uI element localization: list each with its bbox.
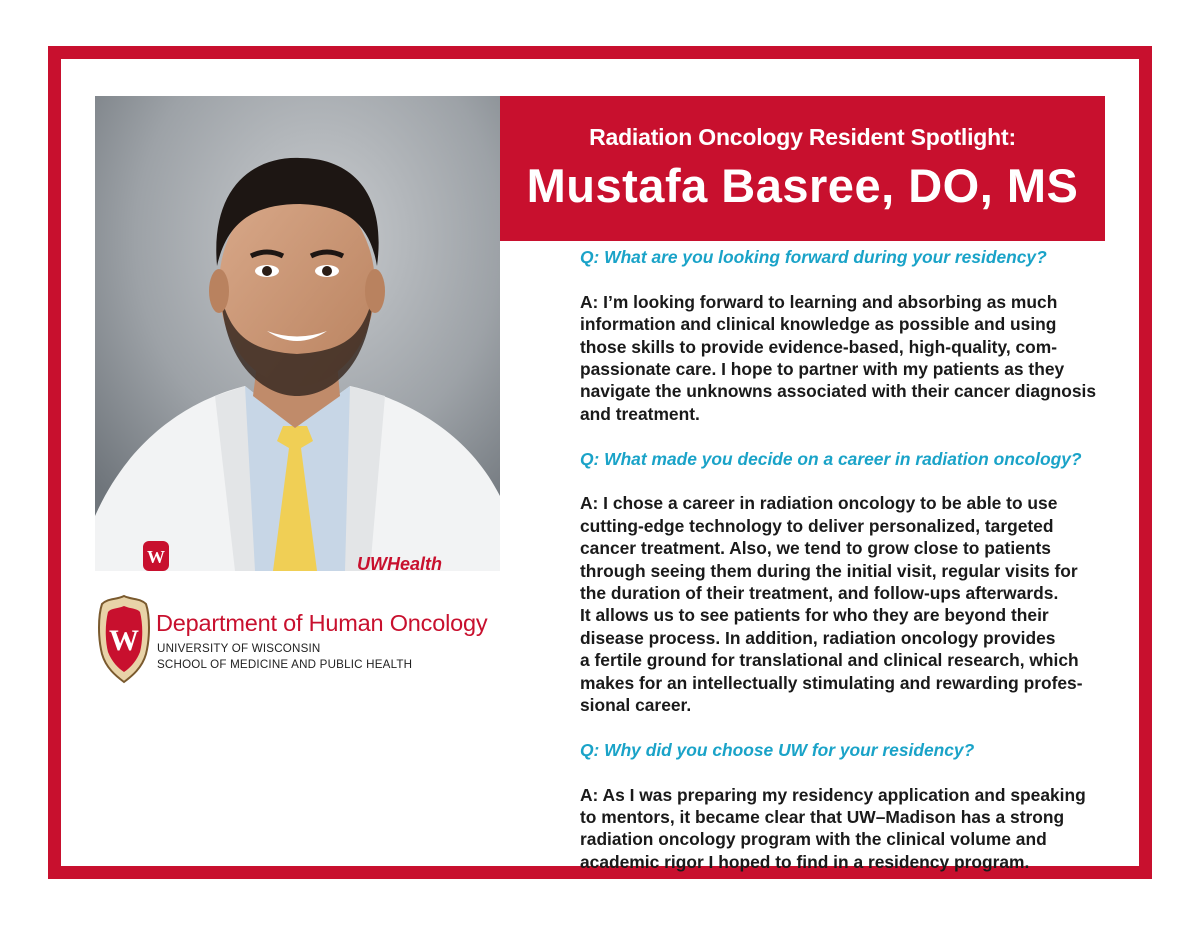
answer-1-line: passionate care. I hope to partner with my patients as they [580, 359, 1065, 380]
answer-1-line: navigate the unknowns associated with their cancer diagnosis [580, 381, 1097, 402]
question-1: Q: What are you looking forward during your residency? [580, 247, 1047, 267]
title-banner [500, 96, 1105, 241]
answer-3-line: to mentors, it became clear that UW–Madison has a strong [580, 807, 1065, 828]
answer-1-line: and treatment. [580, 403, 700, 424]
department-name: Department of Human Oncology [156, 610, 488, 636]
answer-1-line: those skills to provide evidence-based, high-quality, com- [580, 336, 1058, 357]
answer-2-line: a fertile ground for translational and clinical research, which [580, 650, 1079, 671]
school-name: SCHOOL OF MEDICINE AND PUBLIC HEALTH [157, 658, 413, 671]
answer-2-line: A: I chose a career in radiation oncology to be able to use [580, 493, 1058, 514]
answer-2-line: cutting-edge technology to deliver personalized, targeted [580, 515, 1054, 536]
answer-2-line: disease process. In addition, radiation oncology provides [580, 627, 1056, 648]
university-name: UNIVERSITY OF WISCONSIN [157, 642, 321, 655]
answer-1-line: information and clinical knowledge as possible and using [580, 314, 1057, 335]
resident-name: Mustafa Basree, DO, MS [526, 159, 1079, 212]
answer-2-line: It allows us to see patients for who they are beyond their [580, 605, 1049, 626]
question-2: Q: What made you decide on a career in radiation oncology? [580, 448, 1082, 469]
answer-3-line: academic rigor I hoped to find in a residency program. [580, 851, 1030, 872]
spotlight-subtitle: Radiation Oncology Resident Spotlight: [589, 124, 1016, 150]
answer-3-line: A: As I was preparing my residency application and speaking [580, 784, 1086, 805]
svg-text:W: W [109, 624, 139, 657]
department-logo [96, 594, 516, 684]
answer-1-line: A: I’m looking forward to learning and absorbing as much [580, 291, 1058, 312]
portrait-photo [95, 96, 500, 571]
qa-section [580, 246, 1120, 873]
answer-2-line: through seeing them during the initial visit, regular visits for [580, 560, 1078, 581]
uwhealth-badge-text: UWHealth [357, 554, 442, 571]
answer-2-line: makes for an intellectually stimulating and rewarding profes- [580, 672, 1083, 693]
uw-crest-icon [96, 594, 152, 684]
answer-2-line: the duration of their treatment, and follow-ups afterwards. [580, 583, 1059, 604]
answer-3-line: radiation oncology program with the clinical volume and [580, 829, 1047, 850]
answer-2-line: cancer treatment. Also, we tend to grow close to patients [580, 538, 1051, 559]
question-3: Q: Why did you choose UW for your residency? [580, 739, 975, 760]
svg-text:W: W [147, 547, 165, 567]
answer-2-line: sional career. [580, 695, 692, 716]
